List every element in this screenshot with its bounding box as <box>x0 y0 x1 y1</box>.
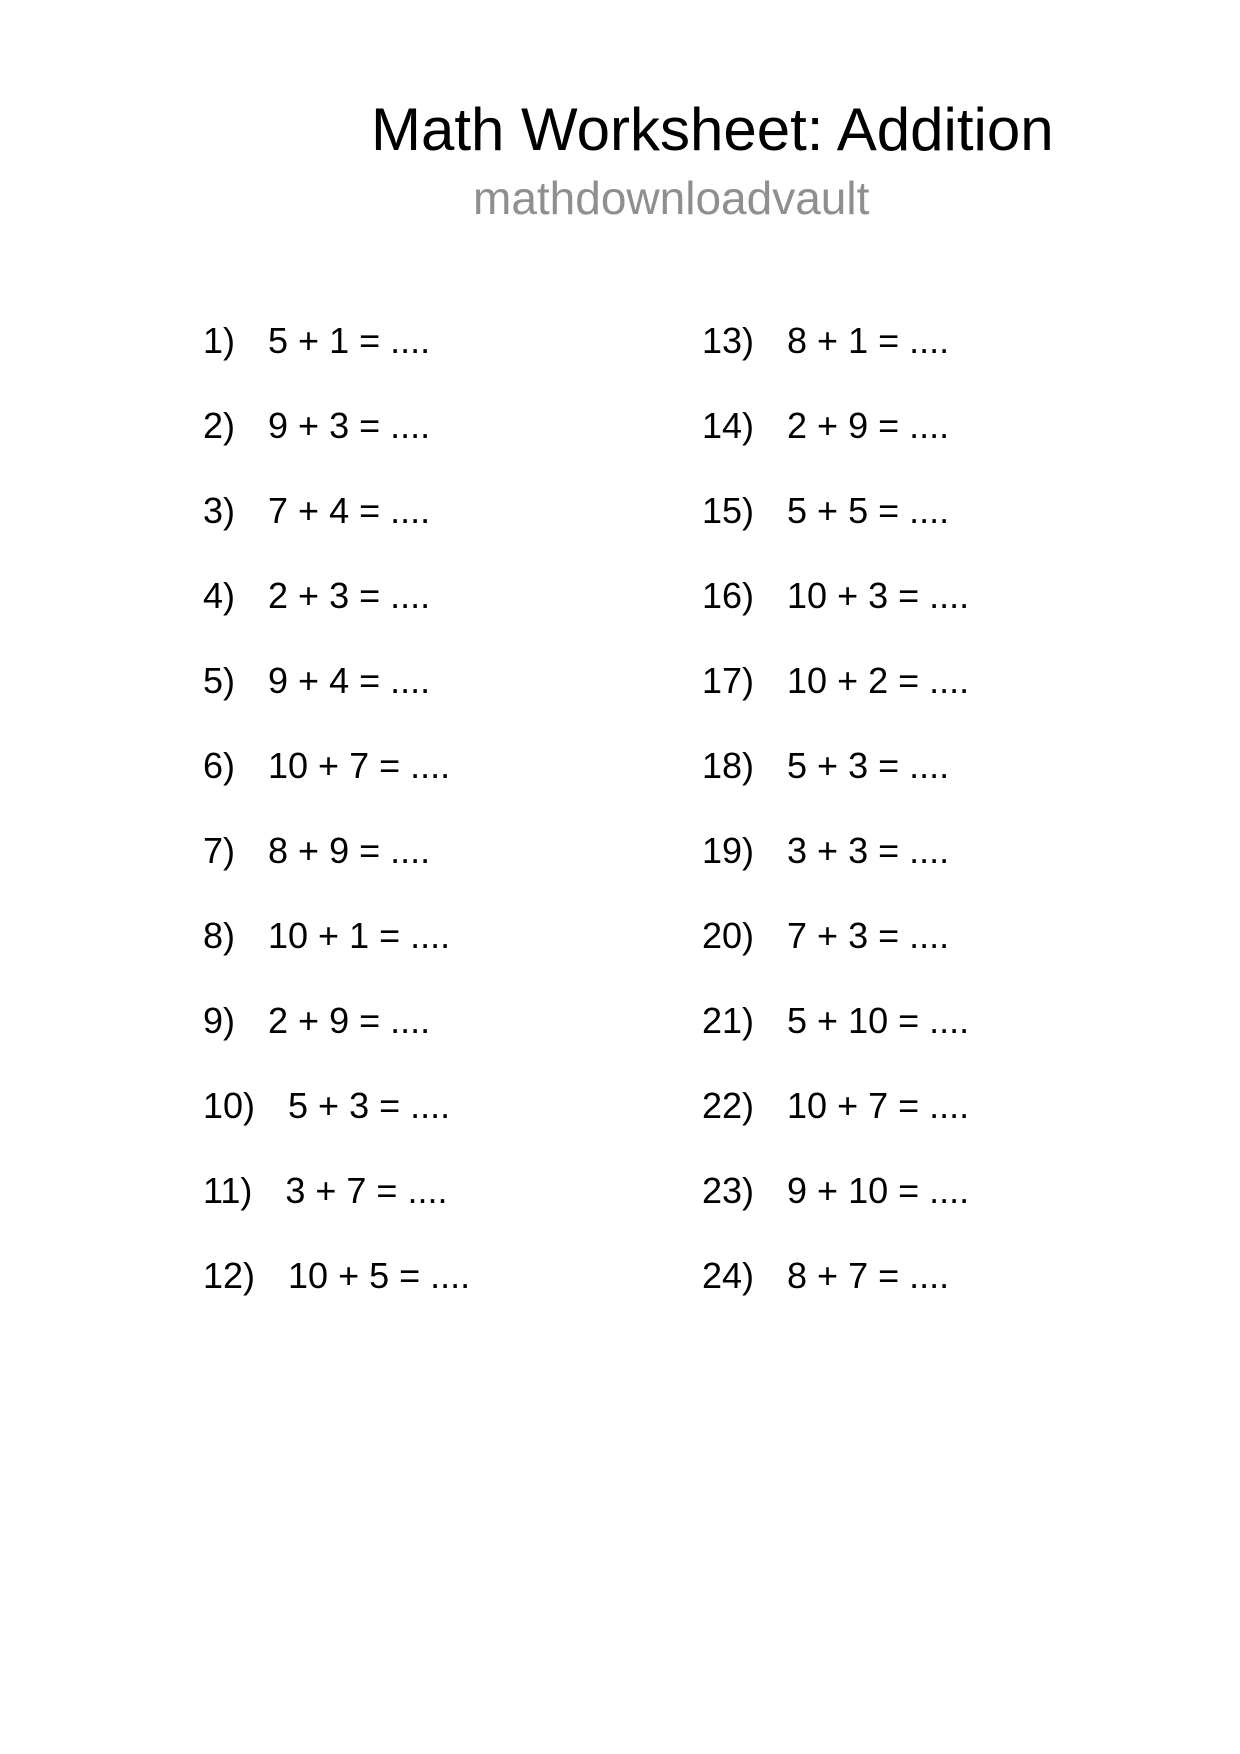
problem-number: 24) <box>702 1255 755 1296</box>
problem-number: 18) <box>702 745 755 786</box>
problem-expression: 8 + 9 = .... <box>268 830 431 871</box>
problems-column-right <box>702 298 969 1318</box>
problem-number: 5) <box>203 660 236 701</box>
problem-number: 20) <box>702 915 755 956</box>
problem-row <box>702 468 969 553</box>
problem-expression: 7 + 3 = .... <box>787 915 950 956</box>
problem-expression: 9 + 4 = .... <box>268 660 431 701</box>
problem-row <box>702 808 969 893</box>
problem-number: 10) <box>203 1085 256 1126</box>
problem-row <box>702 383 969 468</box>
problem-expression: 2 + 3 = .... <box>268 575 431 616</box>
problem-number: 21) <box>702 1000 755 1041</box>
problem-expression: 10 + 2 = .... <box>787 660 970 701</box>
problem-number: 13) <box>702 320 755 361</box>
problem-row <box>702 1233 969 1318</box>
problem-row <box>203 893 470 978</box>
problem-expression: 5 + 3 = .... <box>288 1085 451 1126</box>
problems-column-left <box>203 298 470 1318</box>
problem-number: 7) <box>203 830 236 871</box>
page-title: Math Worksheet: Addition <box>371 96 1054 163</box>
problem-number: 12) <box>203 1255 256 1296</box>
problem-row <box>702 638 969 723</box>
problem-row <box>203 638 470 723</box>
problem-number: 6) <box>203 745 236 786</box>
problem-expression: 8 + 1 = .... <box>787 320 950 361</box>
problem-number: 22) <box>702 1085 755 1126</box>
problem-row <box>702 553 969 638</box>
problem-row <box>702 1063 969 1148</box>
problem-expression: 5 + 1 = .... <box>268 320 431 361</box>
problem-row <box>702 978 969 1063</box>
problem-expression: 8 + 7 = .... <box>787 1255 950 1296</box>
problem-number: 17) <box>702 660 755 701</box>
problem-expression: 5 + 5 = .... <box>787 490 950 531</box>
problem-expression: 3 + 3 = .... <box>787 830 950 871</box>
problem-row <box>702 298 969 383</box>
problem-row <box>203 553 470 638</box>
problem-row <box>203 808 470 893</box>
problem-expression: 10 + 7 = .... <box>787 1085 970 1126</box>
problem-number: 11) <box>203 1170 253 1211</box>
problem-row <box>203 383 470 468</box>
problem-number: 8) <box>203 915 236 956</box>
problem-expression: 10 + 1 = .... <box>268 915 451 956</box>
problem-number: 15) <box>702 490 755 531</box>
problem-number: 14) <box>702 405 755 446</box>
problem-row <box>203 298 470 383</box>
problem-expression: 3 + 7 = .... <box>285 1170 448 1211</box>
problem-number: 1) <box>203 320 236 361</box>
problem-expression: 2 + 9 = .... <box>268 1000 431 1041</box>
problem-row <box>702 723 969 808</box>
problem-row <box>203 978 470 1063</box>
problem-row <box>203 1148 470 1233</box>
problem-number: 23) <box>702 1170 755 1211</box>
problem-number: 16) <box>702 575 755 616</box>
problem-number: 19) <box>702 830 755 871</box>
problem-expression: 9 + 3 = .... <box>268 405 431 446</box>
problem-expression: 10 + 5 = .... <box>288 1255 471 1296</box>
problem-expression: 7 + 4 = .... <box>268 490 431 531</box>
problem-expression: 5 + 10 = .... <box>787 1000 970 1041</box>
problem-row <box>203 1063 470 1148</box>
problem-expression: 10 + 7 = .... <box>268 745 451 786</box>
problem-expression: 9 + 10 = .... <box>787 1170 970 1211</box>
problem-row <box>702 893 969 978</box>
problem-row <box>203 1233 470 1318</box>
problem-expression: 2 + 9 = .... <box>787 405 950 446</box>
page-subtitle: mathdownloadvault <box>473 172 870 224</box>
problem-number: 9) <box>203 1000 236 1041</box>
problem-expression: 10 + 3 = .... <box>787 575 970 616</box>
problem-row <box>702 1148 969 1233</box>
problem-number: 2) <box>203 405 236 446</box>
problem-number: 3) <box>203 490 236 531</box>
problem-number: 4) <box>203 575 236 616</box>
problem-expression: 5 + 3 = .... <box>787 745 950 786</box>
problem-row <box>203 468 470 553</box>
problem-row <box>203 723 470 808</box>
